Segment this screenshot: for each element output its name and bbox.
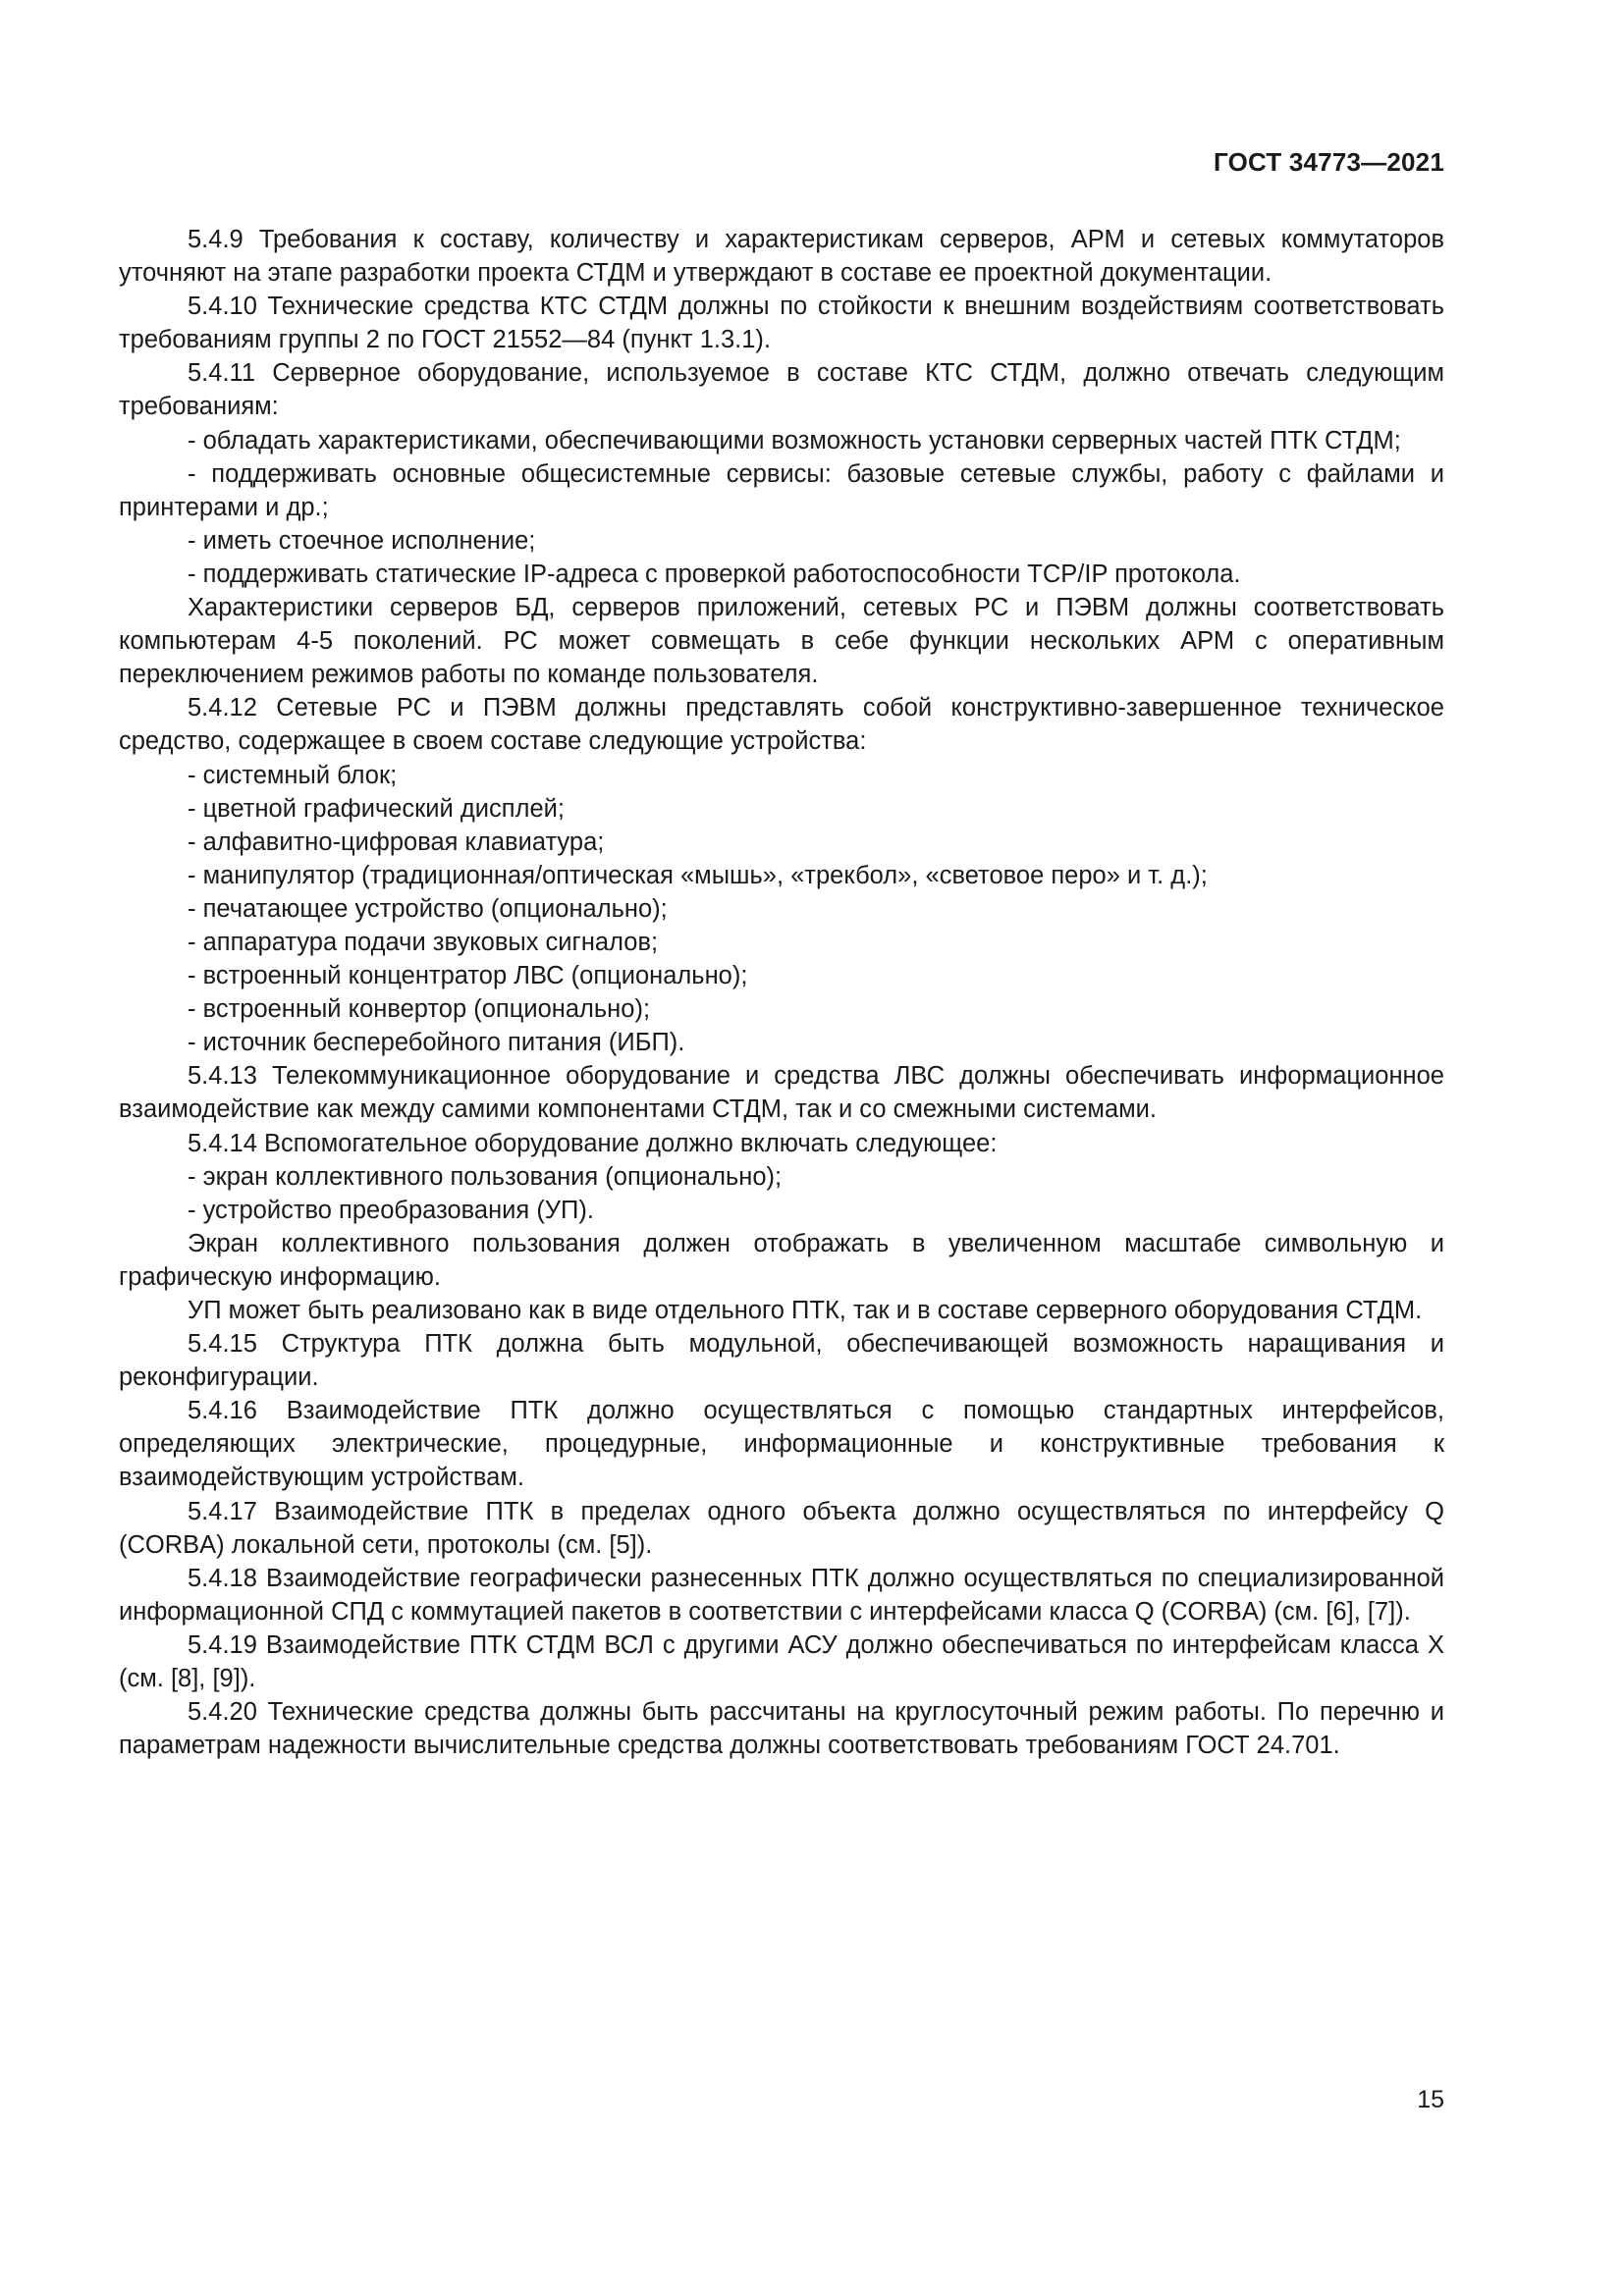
paragraph-5-4-19: 5.4.19 Взаимодействие ПТК СТДМ ВСЛ с другими АСУ должно обеспечиваться по интерфейсам класса X (см. [8], [9]). (119, 1630, 1444, 1693)
list-item: - встроенный конвертор (опционально); (188, 995, 651, 1024)
list-item: - устройство преобразования (УП). (188, 1196, 594, 1224)
list-item: - системный блок; (188, 761, 398, 789)
document-body (119, 223, 1444, 1762)
list-item: - встроенный концентратор ЛВС (опционально); (188, 962, 748, 990)
paragraph-5-4-17: 5.4.17 Взаимодействие ПТК в пределах одного объекта должно осуществляться по интерфейсу Q (CORBA) локальной сети, протоколы (см. [5]). (119, 1497, 1444, 1559)
list-item: - поддерживать статические IP-адреса с проверкой работоспособности TCP/IP протокола. (188, 560, 1241, 588)
list-item: - алфавитно-цифровая клавиатура; (188, 828, 605, 856)
paragraph-5-4-12: 5.4.12 Сетевые РС и ПЭВМ должны представлять собой конструктивно-завершенное техническое средство, содержащее в своем составе следующие устройства: (119, 694, 1444, 756)
list-item: - манипулятор (традиционная/оптическая «мышь», «трекбол», «световое перо» и т. д.); (188, 861, 1208, 889)
list-item: - обладать характеристиками, обеспечивающими возможность установки серверных частей ПТК СТДМ; (188, 426, 1401, 454)
list-item: - источник бесперебойного питания (ИБП). (188, 1029, 685, 1057)
paragraph-5-4-9: 5.4.9 Требования к составу, количеству и характеристикам серверов, АРМ и сетевых коммутаторов уточняют на этапе разработки проекта СТДМ и утверждают в составе ее проектной документации. (119, 226, 1444, 288)
paragraph-5-4-14: 5.4.14 Вспомогательное оборудование должно включать следующее: (188, 1129, 998, 1157)
paragraph-5-4-18: 5.4.18 Взаимодействие географически разнесенных ПТК должно осуществляться по специализированной информационной СПД с коммутацией пакетов в соответствии с интерфейсами класса Q (CORBA) (см. [6], [7]). (119, 1564, 1444, 1626)
paragraph-server-characteristics: Характеристики серверов БД, серверов приложений, сетевых РС и ПЭВМ должны соответствовать компьютерам 4-5 поколений. РС может совмещать в себе функции нескольких АРМ с оперативным переключением режимов работы по команде пользователя. (119, 594, 1444, 689)
standard-number-header: ГОСТ 34773—2021 (1214, 147, 1444, 177)
paragraph-5-4-13: 5.4.13 Телекоммуникационное оборудование и средства ЛВС должны обеспечивать информационное взаимодействие как между самими компонентами СТДМ, так и со смежными системами. (119, 1062, 1444, 1124)
list-item: - цветной графический дисплей; (188, 794, 565, 823)
paragraph-5-4-10: 5.4.10 Технические средства КТС СТДМ должны по стойкости к внешним воздействиям соответствовать требованиям группы 2 по ГОСТ 21552—84 (пункт 1.3.1). (119, 293, 1444, 354)
list-item: - иметь стоечное исполнение; (188, 526, 536, 555)
list-item: - экран коллективного пользования (опционально); (188, 1162, 783, 1191)
paragraph-5-4-11: 5.4.11 Серверное оборудование, используемое в составе КТС СТДМ, должно отвечать следующим требованиям: (119, 359, 1444, 421)
paragraph-screen: Экран коллективного пользования должен отображать в увеличенном масштабе символьную и графическую информацию. (119, 1229, 1444, 1291)
paragraph-up: УП может быть реализовано как в виде отдельного ПТК, так и в составе серверного оборудования СТДМ. (188, 1297, 1423, 1324)
paragraph-5-4-20: 5.4.20 Технические средства должны быть рассчитаны на круглосуточный режим работы. По перечню и параметрам надежности вычислительные средства должны соответствовать требованиям ГОСТ 24.701. (119, 1698, 1444, 1760)
paragraph-5-4-15: 5.4.15 Структура ПТК должна быть модульной, обеспечивающей возможность наращивания и реконфигурации. (119, 1330, 1444, 1392)
page-number: 15 (1417, 2086, 1444, 2113)
list-item: - аппаратура подачи звуковых сигналов; (188, 928, 659, 956)
paragraph-5-4-16: 5.4.16 Взаимодействие ПТК должно осуществляться с помощью стандартных интерфейсов, определяющих электрические, процедурные, информационные и конструктивные требования к взаимодействующим устройствам. (119, 1397, 1444, 1492)
list-item: - печатающее устройство (опционально); (188, 894, 668, 923)
list-item: - поддерживать основные общесистемные сервисы: базовые сетевые службы, работу с файлами и принтерами и др.; (119, 459, 1444, 521)
